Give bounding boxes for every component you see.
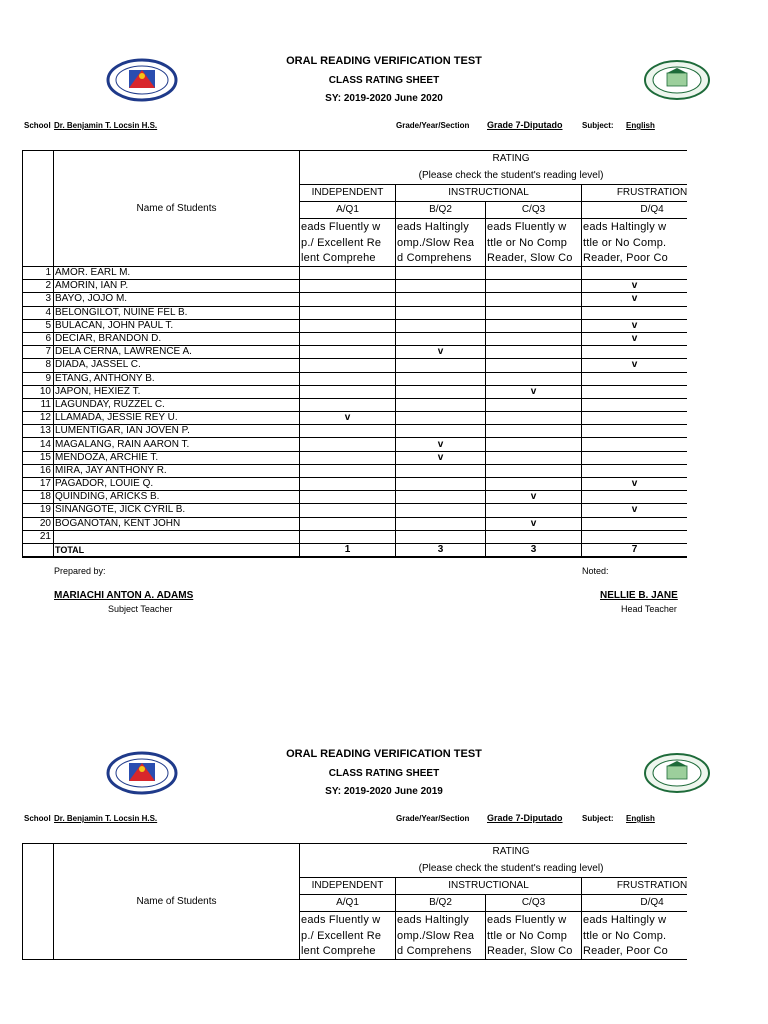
table-row [23, 438, 688, 451]
check-cell-q2 [396, 280, 486, 293]
check-cell-q4 [582, 451, 688, 464]
row-number: 5 [23, 319, 54, 332]
student-name: BOGANOTAN, KENT JOHN [54, 517, 300, 530]
check-cell-q2 [396, 517, 486, 530]
noted-label: Noted: [582, 566, 609, 576]
row-number: 1 [23, 267, 54, 280]
check-cell-q4 [582, 267, 688, 280]
check-cell-q1 [300, 530, 396, 543]
rating-note: (Please check the student's reading level) [300, 168, 688, 185]
student-name: PAGADOR, LOUIE Q. [54, 478, 300, 491]
student-name: AMOR. EARL M. [54, 267, 300, 280]
check-cell-q4 [582, 372, 688, 385]
row-number: 20 [23, 517, 54, 530]
code-q2: B/Q2 [396, 202, 486, 219]
check-cell-q3 [486, 464, 582, 477]
check-cell-q4: v [582, 332, 688, 345]
check-cell-q3 [486, 293, 582, 306]
table-row [23, 412, 688, 425]
check-cell-q3 [486, 306, 582, 319]
row-number: 13 [23, 425, 54, 438]
check-cell-q4: v [582, 280, 688, 293]
check-cell-q2 [396, 530, 486, 543]
desc-q1-line2: p./ Excellent Re [300, 928, 396, 944]
check-cell-q1 [300, 504, 396, 517]
desc-q3-line1: eads Fluently w [486, 912, 582, 928]
table-row [23, 280, 688, 293]
check-cell-q4 [582, 530, 688, 543]
check-cell-q1 [300, 451, 396, 464]
check-cell-q3 [486, 530, 582, 543]
check-cell-q3 [486, 425, 582, 438]
row-number: 16 [23, 464, 54, 477]
check-cell-q4: v [582, 478, 688, 491]
table-row [23, 332, 688, 345]
check-cell-q2 [396, 359, 486, 372]
check-cell-q2 [396, 425, 486, 438]
row-number: 9 [23, 372, 54, 385]
check-cell-q2 [396, 491, 486, 504]
check-cell-q2: v [396, 346, 486, 359]
sheet-title: ORAL READING VERIFICATION TEST [286, 55, 482, 67]
check-cell-q3: v [486, 491, 582, 504]
row-number: 7 [23, 346, 54, 359]
check-cell-q2 [396, 504, 486, 517]
level-frustration: FRUSTRATION [582, 185, 688, 202]
student-name: LAGUNDAY, RUZZEL C. [54, 398, 300, 411]
prepared-by-label: Prepared by: [54, 566, 106, 576]
check-cell-q4 [582, 491, 688, 504]
table-row [23, 504, 688, 517]
level-instructional: INSTRUCTIONAL [396, 878, 582, 895]
teacher-role: Subject Teacher [108, 604, 173, 614]
student-name: AMORIN, IAN P. [54, 280, 300, 293]
desc-q3-line3: Reader, Slow Co [486, 944, 582, 960]
level-independent: INDEPENDENT [300, 185, 396, 202]
code-q3: C/Q3 [486, 202, 582, 219]
grade-section-label: Grade/Year/Section [396, 814, 470, 823]
check-cell-q3 [486, 438, 582, 451]
check-cell-q1 [300, 385, 396, 398]
desc-q2-line2: omp./Slow Rea [396, 235, 486, 251]
check-cell-q1 [300, 267, 396, 280]
school-seal-logo [643, 59, 711, 101]
desc-q2-line3: d Comprehens [396, 251, 486, 267]
row-number: 12 [23, 412, 54, 425]
total-q1: 1 [300, 543, 396, 557]
check-cell-q1: v [300, 412, 396, 425]
check-cell-q4: v [582, 293, 688, 306]
rating-note: (Please check the student's reading level) [300, 861, 688, 878]
name-header: Name of Students [54, 844, 300, 960]
student-name: BAYO, JOJO M. [54, 293, 300, 306]
subject-value: English [626, 814, 655, 823]
check-cell-q3 [486, 478, 582, 491]
row-number: 11 [23, 398, 54, 411]
sheet-subtitle: CLASS RATING SHEET [328, 768, 440, 779]
check-cell-q2 [396, 385, 486, 398]
check-cell-q4 [582, 464, 688, 477]
total-num-cell [23, 543, 54, 557]
rating-header: RATING [300, 151, 688, 168]
check-cell-q2: v [396, 438, 486, 451]
row-number: 6 [23, 332, 54, 345]
sheet-title: ORAL READING VERIFICATION TEST [286, 748, 482, 760]
row-number: 15 [23, 451, 54, 464]
row-number: 10 [23, 385, 54, 398]
school-label: School [24, 121, 51, 130]
check-cell-q1 [300, 398, 396, 411]
level-instructional: INSTRUCTIONAL [396, 185, 582, 202]
table-row [23, 398, 688, 411]
student-name: BELONGILOT, NUINE FEL B. [54, 306, 300, 319]
check-cell-q2 [396, 267, 486, 280]
check-cell-q2 [396, 372, 486, 385]
subject-value: English [626, 121, 655, 130]
check-cell-q3 [486, 412, 582, 425]
check-cell-q1 [300, 359, 396, 372]
num-header [23, 151, 54, 267]
desc-q1-line3: lent Comprehe [300, 251, 396, 267]
student-name: LLAMADA, JESSIE REY U. [54, 412, 300, 425]
row-number: 21 [23, 530, 54, 543]
check-cell-q3: v [486, 517, 582, 530]
check-cell-q3 [486, 504, 582, 517]
check-cell-q3 [486, 398, 582, 411]
check-cell-q1 [300, 372, 396, 385]
total-q4: 7 [582, 543, 688, 557]
code-q4: D/Q4 [582, 895, 688, 912]
check-cell-q2: v [396, 451, 486, 464]
code-q3: C/Q3 [486, 895, 582, 912]
check-cell-q4 [582, 385, 688, 398]
table-row [23, 491, 688, 504]
table-row [23, 385, 688, 398]
check-cell-q2 [396, 293, 486, 306]
check-cell-q4: v [582, 504, 688, 517]
check-cell-q3 [486, 267, 582, 280]
sheet-subtitle: CLASS RATING SHEET [328, 75, 440, 86]
school-year: SY: 2019-2020 June 2019 [325, 786, 443, 797]
grade-section-value: Grade 7-Diputado [487, 813, 563, 823]
school-seal-logo [643, 752, 711, 794]
check-cell-q3 [486, 280, 582, 293]
desc-q3-line3: Reader, Slow Co [486, 251, 582, 267]
check-cell-q2 [396, 412, 486, 425]
level-frustration: FRUSTRATION [582, 878, 688, 895]
desc-q2-line1: eads Haltingly [396, 912, 486, 928]
row-number: 18 [23, 491, 54, 504]
subject-label: Subject: [582, 814, 614, 823]
school-value: Dr. Benjamin T. Locsin H.S. [54, 121, 158, 130]
total-q3: 3 [486, 543, 582, 557]
check-cell-q3 [486, 372, 582, 385]
check-cell-q4 [582, 306, 688, 319]
student-name: BULACAN, JOHN PAUL T. [54, 319, 300, 332]
desc-q1-line3: lent Comprehe [300, 944, 396, 960]
check-cell-q4 [582, 398, 688, 411]
rating-table [22, 150, 687, 558]
student-name: DIADA, JASSEL C. [54, 359, 300, 372]
school-year: SY: 2019-2020 June 2020 [325, 93, 443, 104]
deped-seal-logo [105, 58, 179, 102]
school-value: Dr. Benjamin T. Locsin H.S. [54, 814, 158, 823]
desc-q1-line1: eads Fluently w [300, 912, 396, 928]
row-number: 14 [23, 438, 54, 451]
row-number: 3 [23, 293, 54, 306]
table-row [23, 359, 688, 372]
table-row [23, 267, 688, 280]
student-name: ETANG, ANTHONY B. [54, 372, 300, 385]
student-name: DECIAR, BRANDON D. [54, 332, 300, 345]
table-row [23, 319, 688, 332]
desc-q4-line1: eads Haltingly w [582, 219, 688, 235]
desc-q3-line2: ttle or No Comp [486, 928, 582, 944]
check-cell-q4 [582, 425, 688, 438]
num-header [23, 844, 54, 960]
desc-q2-line3: d Comprehens [396, 944, 486, 960]
table-row [23, 306, 688, 319]
total-row [23, 543, 688, 557]
desc-q3-line2: ttle or No Comp [486, 235, 582, 251]
school-label: School [24, 814, 51, 823]
check-cell-q1 [300, 306, 396, 319]
table-row [23, 464, 688, 477]
check-cell-q4 [582, 346, 688, 359]
deped-seal-logo [105, 751, 179, 795]
check-cell-q3 [486, 346, 582, 359]
desc-q1-line1: eads Fluently w [300, 219, 396, 235]
total-q2: 3 [396, 543, 486, 557]
check-cell-q1 [300, 464, 396, 477]
table-row [23, 372, 688, 385]
row-number: 19 [23, 504, 54, 517]
check-cell-q2 [396, 332, 486, 345]
row-number: 4 [23, 306, 54, 319]
student-name [54, 530, 300, 543]
student-name: LUMENTIGAR, IAN JOVEN P. [54, 425, 300, 438]
code-q1: A/Q1 [300, 895, 396, 912]
table-row [23, 517, 688, 530]
check-cell-q1 [300, 346, 396, 359]
check-cell-q1 [300, 425, 396, 438]
row-number: 2 [23, 280, 54, 293]
desc-q1-line2: p./ Excellent Re [300, 235, 396, 251]
teacher-name: MARIACHI ANTON A. ADAMS [54, 590, 194, 601]
check-cell-q2 [396, 398, 486, 411]
check-cell-q1 [300, 438, 396, 451]
check-cell-q3 [486, 319, 582, 332]
code-q4: D/Q4 [582, 202, 688, 219]
check-cell-q2 [396, 319, 486, 332]
table-row [23, 530, 688, 543]
check-cell-q3: v [486, 385, 582, 398]
desc-q4-line2: ttle or No Comp. [582, 928, 688, 944]
desc-q4-line1: eads Haltingly w [582, 912, 688, 928]
name-header: Name of Students [54, 151, 300, 267]
student-name: SINANGOTE, JICK CYRIL B. [54, 504, 300, 517]
desc-q4-line3: Reader, Poor Co [582, 944, 688, 960]
table-row [23, 478, 688, 491]
student-name: MAGALANG, RAIN AARON T. [54, 438, 300, 451]
check-cell-q2 [396, 306, 486, 319]
code-q1: A/Q1 [300, 202, 396, 219]
row-number: 17 [23, 478, 54, 491]
row-number: 8 [23, 359, 54, 372]
check-cell-q4: v [582, 359, 688, 372]
check-cell-q4: v [582, 319, 688, 332]
student-name: DELA CERNA, LAWRENCE A. [54, 346, 300, 359]
table-row [23, 346, 688, 359]
desc-q3-line1: eads Fluently w [486, 219, 582, 235]
check-cell-q3 [486, 332, 582, 345]
level-independent: INDEPENDENT [300, 878, 396, 895]
check-cell-q1 [300, 478, 396, 491]
table-row [23, 293, 688, 306]
rating-table [22, 843, 687, 1024]
check-cell-q2 [396, 464, 486, 477]
student-name: MIRA, JAY ANTHONY R. [54, 464, 300, 477]
subject-label: Subject: [582, 121, 614, 130]
head-teacher-role: Head Teacher [621, 604, 677, 614]
rating-header: RATING [300, 844, 688, 861]
student-name: JAPON, HEXIEZ T. [54, 385, 300, 398]
check-cell-q4 [582, 412, 688, 425]
table-row [23, 451, 688, 464]
check-cell-q1 [300, 332, 396, 345]
desc-q2-line1: eads Haltingly [396, 219, 486, 235]
desc-q2-line2: omp./Slow Rea [396, 928, 486, 944]
check-cell-q4 [582, 517, 688, 530]
student-name: QUINDING, ARICKS B. [54, 491, 300, 504]
grade-section-value: Grade 7-Diputado [487, 120, 563, 130]
check-cell-q1 [300, 293, 396, 306]
student-name: MENDOZA, ARCHIE T. [54, 451, 300, 464]
check-cell-q1 [300, 319, 396, 332]
head-teacher-name: NELLIE B. JANE [600, 590, 678, 601]
table-row [23, 425, 688, 438]
desc-q4-line3: Reader, Poor Co [582, 251, 688, 267]
check-cell-q1 [300, 280, 396, 293]
check-cell-q2 [396, 478, 486, 491]
check-cell-q1 [300, 517, 396, 530]
grade-section-label: Grade/Year/Section [396, 121, 470, 130]
desc-q4-line2: ttle or No Comp. [582, 235, 688, 251]
check-cell-q3 [486, 451, 582, 464]
code-q2: B/Q2 [396, 895, 486, 912]
check-cell-q4 [582, 438, 688, 451]
check-cell-q1 [300, 491, 396, 504]
check-cell-q3 [486, 359, 582, 372]
total-label: TOTAL [54, 543, 300, 557]
